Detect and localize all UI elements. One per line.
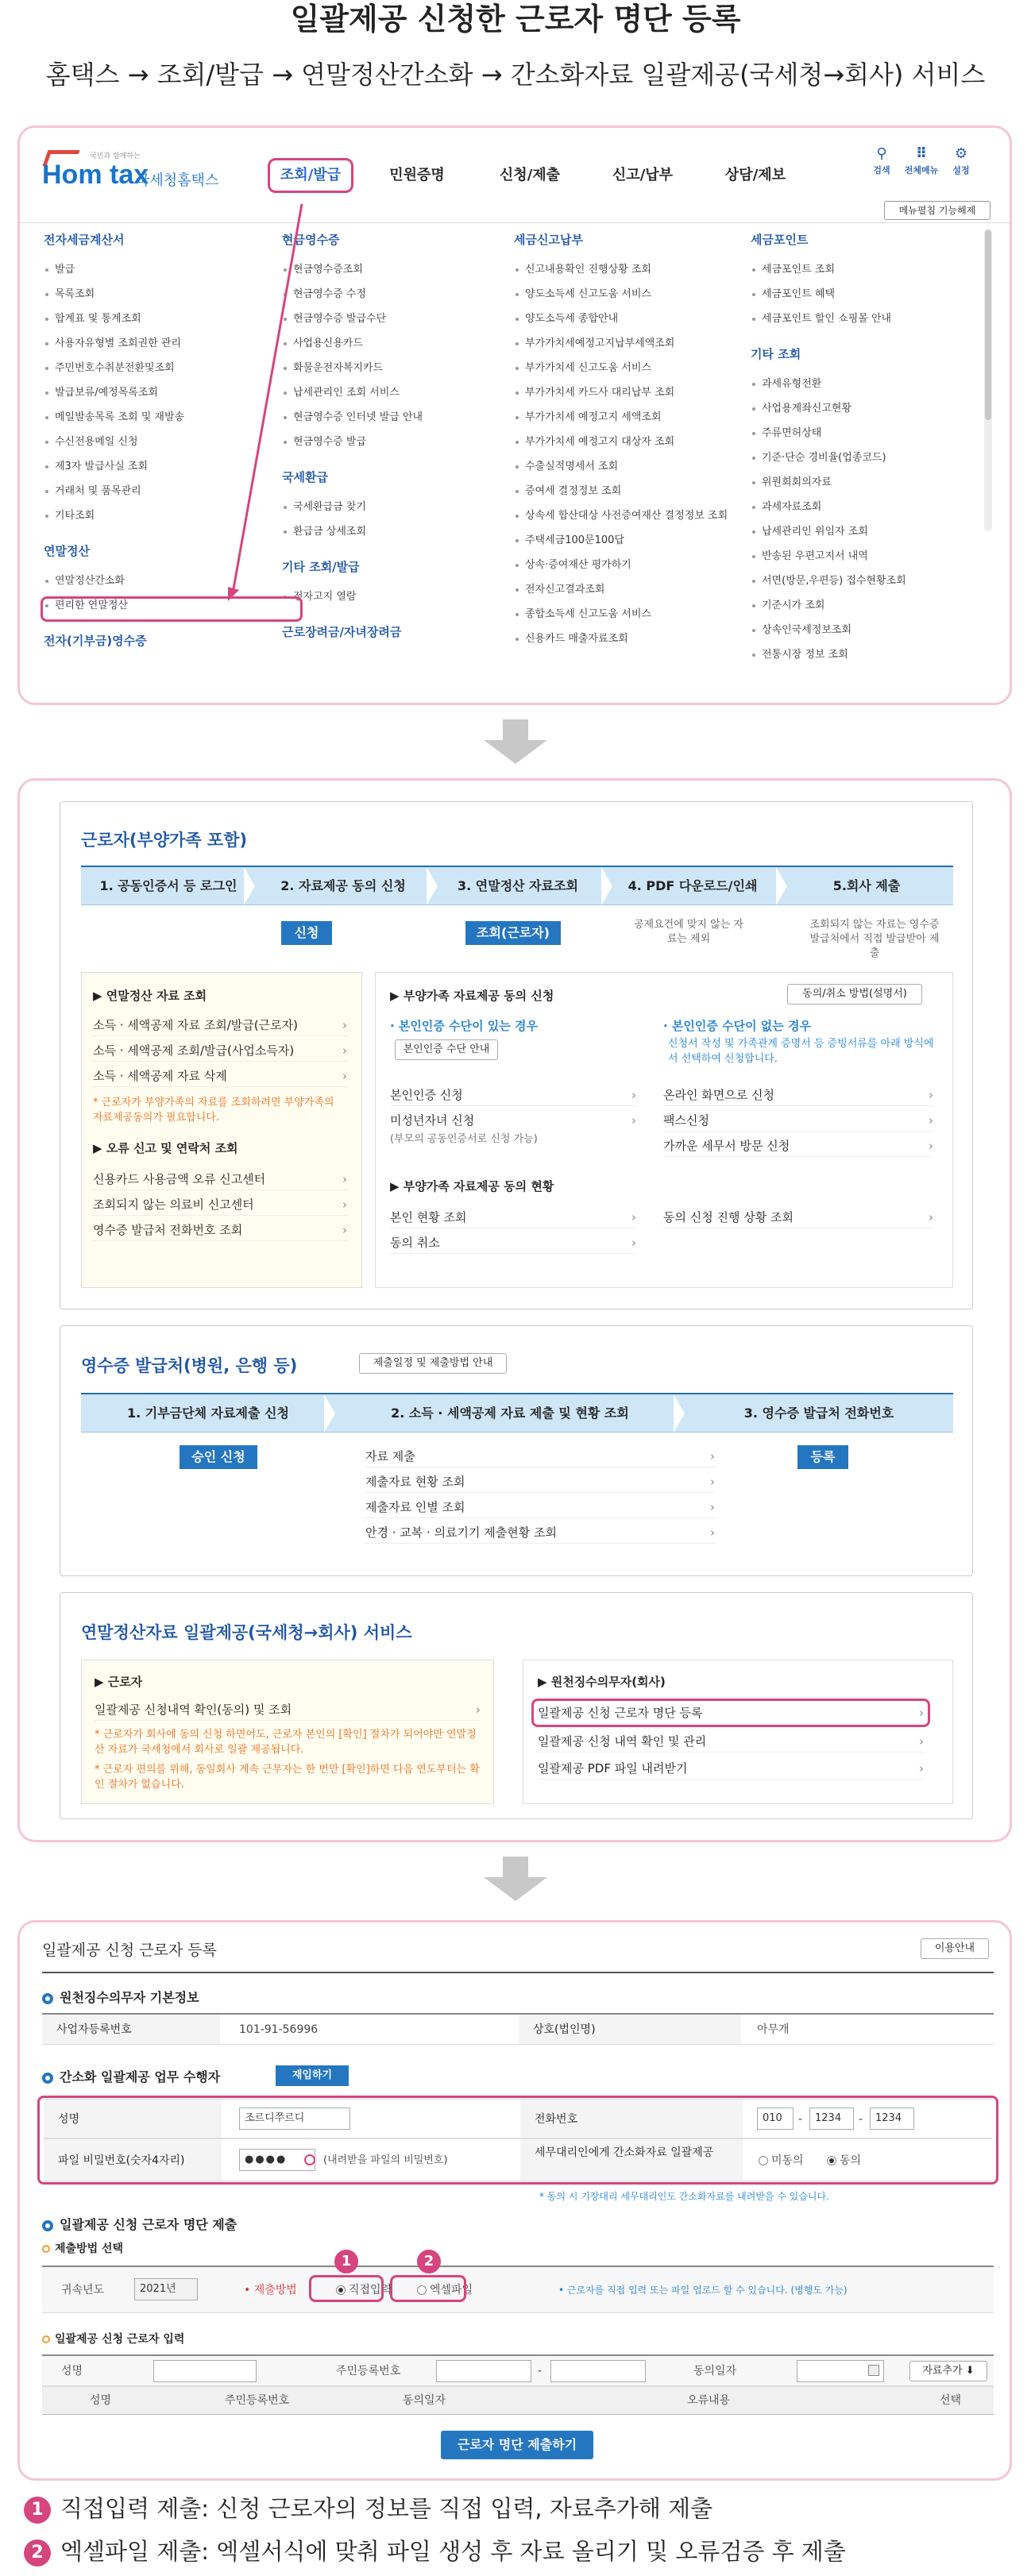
menu-item[interactable]: 편리한 연말정산 bbox=[44, 593, 266, 618]
bulk-provision-title: 연말정산자료 일괄제공(국세청→회사) 서비스 bbox=[81, 1623, 412, 1642]
link-glasses-uniform-status[interactable] bbox=[365, 1521, 715, 1544]
worker-title: 근로자(부양가족 포함) bbox=[81, 831, 248, 850]
dependent-consent-heading: ▶ 부양가족 자료제공 동의 신청 bbox=[390, 989, 554, 1003]
hometax-menu-panel bbox=[17, 125, 1012, 705]
menu-item[interactable]: 부가가치세 카드사 대리납부 조회 bbox=[514, 380, 752, 405]
menu-item[interactable]: 과세자료조회 bbox=[751, 495, 973, 519]
yearend-data-inner bbox=[81, 972, 362, 1288]
phone-input-1[interactable] bbox=[757, 2107, 794, 2130]
worker-box bbox=[60, 801, 973, 1309]
input-date-label: 동의일자 bbox=[693, 2365, 737, 2377]
list-submit-heading-text: 일괄제공 신청 근로자 명단 제출 bbox=[60, 2217, 237, 2232]
menu-item[interactable]: 사업용신용카드 bbox=[282, 331, 504, 356]
yearend-data-heading: ▶ 연말정산 자료 조회 bbox=[93, 989, 207, 1003]
link-self-auth-apply[interactable] bbox=[390, 1084, 636, 1106]
tax-agent-note: * 동의 시 기장대리 세무대리인도 간소화자료를 내려받을 수 있습니다. bbox=[539, 2191, 829, 2202]
method-label: • 제출방법 bbox=[244, 2284, 297, 2296]
link-text: 일괄제공 신청내역 확인(동의) 및 조회 bbox=[95, 1703, 292, 1717]
chevron-right-icon: › bbox=[710, 1475, 715, 1489]
view-worker-button[interactable]: 조회(근로자) bbox=[465, 921, 561, 945]
biz-number-label: 사업자등록번호 bbox=[42, 2015, 220, 2044]
menu-item[interactable]: 부가가치세 예정고지 세액조회 bbox=[514, 405, 752, 430]
menu-item[interactable]: 발급 bbox=[44, 257, 266, 282]
receipt-steps bbox=[81, 1393, 953, 1433]
reset-agent-button[interactable]: 재입하기 bbox=[276, 2065, 349, 2086]
worker-step-2: 2. 자료제공 동의 신청 bbox=[280, 878, 406, 893]
menu-item[interactable]: 기준시가 조회 bbox=[751, 593, 973, 618]
menu-item[interactable]: 부가가치세 신고도움 서비스 bbox=[514, 356, 752, 380]
logo-tagline: 국민과 함께하는 bbox=[90, 152, 141, 160]
sub-bullet-icon bbox=[42, 2245, 50, 2253]
agent-heading bbox=[42, 2067, 220, 2085]
menu-item[interactable]: 양도소득세 신고도움 서비스 bbox=[514, 282, 752, 307]
search-icon: ⚲ bbox=[876, 145, 887, 162]
menu-item[interactable]: 주택세금100문100답 bbox=[514, 528, 752, 553]
menu-item[interactable]: 상속세 합산대상 사전증여재산 결정정보 조회 bbox=[514, 503, 752, 528]
menu-item[interactable]: 주류면허상태 bbox=[751, 421, 973, 445]
menu-expand-toggle-button[interactable]: 메뉴펼침 기능해제 bbox=[884, 201, 990, 220]
link-text: 본인인증 신청 bbox=[390, 1088, 463, 1102]
menu-item[interactable]: 기타조회 bbox=[44, 503, 266, 528]
link-text: 소득 · 세액공제 자료 삭제 bbox=[93, 1069, 227, 1083]
step4-note: 공제요건에 맞지 않는 자료는 제외 bbox=[634, 919, 743, 945]
col-date: 동의일자 bbox=[403, 2394, 446, 2407]
menu-item[interactable]: 기준·단순 경비율(업종코드) bbox=[751, 445, 973, 470]
bulk-company-inner bbox=[523, 1660, 953, 1804]
worker-register-form-panel bbox=[17, 1920, 1012, 2481]
basic-info-row bbox=[42, 2013, 994, 2045]
link-text: 일괄제공 신청 근로자 명단 등록 bbox=[538, 1706, 703, 1720]
tax-agent-agree-label: 동의 bbox=[840, 2154, 862, 2167]
menu-item[interactable]: 세금포인트 혜택 bbox=[751, 282, 973, 307]
menu-item[interactable]: 위원회회의자료 bbox=[751, 470, 973, 495]
search-tool-label: 검색 bbox=[873, 165, 890, 175]
list-submit-heading bbox=[42, 2215, 237, 2233]
menu-item[interactable]: 전자신고결과조회 bbox=[514, 577, 752, 602]
link-text: 동의 취소 bbox=[390, 1236, 440, 1250]
submit-worker-list-button[interactable]: 근로자 명단 제출하기 bbox=[441, 2431, 593, 2459]
chevron-right-icon: › bbox=[919, 1734, 924, 1749]
agent-heading-text: 간소화 일괄제공 업무 수행자 bbox=[60, 2069, 221, 2084]
input-rrn-label: 주민등록번호 bbox=[336, 2365, 401, 2377]
menu-item[interactable]: 수출실적명세서 조회 bbox=[514, 454, 752, 479]
link-text: 제출자료 현황 조회 bbox=[365, 1475, 465, 1489]
menu-item[interactable]: 목록조회 bbox=[44, 282, 266, 307]
menu-item[interactable]: 메일발송목록 조회 및 재발송 bbox=[44, 405, 266, 430]
bulk-worker-heading: ▶ 근로자 bbox=[95, 1675, 143, 1689]
menu-item[interactable]: 상속·증여재산 평가하기 bbox=[514, 553, 752, 577]
link-text: 일괄제공 PDF 파일 내려받기 bbox=[538, 1761, 688, 1776]
legend-text-1: 직접입력 제출: 신청 근로자의 정보를 직접 입력, 자료추가해 제출 bbox=[60, 2495, 713, 2522]
chevron-right-icon: › bbox=[342, 1197, 347, 1212]
radio-icon bbox=[759, 2156, 768, 2165]
method-direct-label: 직접입력 bbox=[349, 2284, 392, 2296]
menu-item[interactable]: 부가가치세예정고지납부세액조회 bbox=[514, 331, 752, 356]
legend-item-2 bbox=[24, 2535, 846, 2568]
link-text: 팩스신청 bbox=[663, 1113, 709, 1128]
schedule-guide-button[interactable]: 제출일정 및 제출방법 안내 bbox=[359, 1353, 507, 1374]
file-password-label: 파일 비밀번호(숫자4자리) bbox=[44, 2139, 222, 2181]
menu-item[interactable]: 납세관리인 위임자 조회 bbox=[751, 519, 973, 544]
menu-section-heading[interactable]: 연말정산 bbox=[44, 544, 90, 558]
year-value: 2021년 bbox=[140, 2283, 176, 2295]
biz-number-value: 101-91-56996 bbox=[239, 2023, 319, 2036]
agent-name-value: 조르디쭈르디 bbox=[245, 2112, 305, 2124]
chevron-right-icon: › bbox=[342, 1069, 347, 1083]
add-data-button[interactable]: 자료추가 ⬇ bbox=[909, 2361, 987, 2381]
link-text: 미성년자녀 신청 bbox=[390, 1113, 475, 1128]
legend-number-1: 1 bbox=[24, 2497, 51, 2524]
chevron-right-icon: › bbox=[929, 1210, 933, 1224]
link-submitted-by-person[interactable] bbox=[365, 1496, 715, 1518]
worker-steps bbox=[81, 866, 953, 905]
link-fax-apply[interactable] bbox=[663, 1109, 933, 1132]
down-arrow-1 bbox=[484, 719, 547, 767]
radio-checked-icon bbox=[827, 2156, 836, 2165]
dependent-consent-note: * 근로자가 부양가족의 자료를 조회하려면 부양가족의 자료제공동의가 필요합니다. bbox=[93, 1097, 334, 1124]
bullet-icon bbox=[42, 2073, 53, 2084]
year-input[interactable] bbox=[134, 2278, 198, 2300]
dependent-consent-inner bbox=[375, 972, 953, 1288]
page-title: 일괄제공 신청한 근로자 명단 등록 bbox=[290, 2, 741, 37]
method-note: • 근로자를 직접 입력 또는 파일 업로드 할 수 있습니다. (병행도 가능) bbox=[558, 2285, 848, 2296]
link-deduction-business[interactable] bbox=[93, 1039, 347, 1062]
link-text: 소득 · 세액공제 조회/발급(사업소득자) bbox=[93, 1043, 295, 1058]
basic-info-heading-text: 원천징수의무자 기본정보 bbox=[60, 1990, 199, 2005]
method-select-heading bbox=[42, 2240, 123, 2256]
usage-guide-button[interactable]: 이용안내 bbox=[921, 1938, 989, 1959]
menu-section-heading[interactable]: 국세환급 bbox=[282, 470, 328, 484]
bullet-icon bbox=[42, 2220, 53, 2231]
chevron-right-icon: › bbox=[342, 1018, 347, 1032]
worker-step-1: 1. 공동인증서 등 로그인 bbox=[99, 878, 237, 893]
menu-item[interactable]: 사용자유형별 조회권한 관리 bbox=[44, 331, 266, 356]
menu-item[interactable]: 현금영수증 인터넷 발급 안내 bbox=[282, 405, 504, 430]
register-button[interactable]: 등록 bbox=[797, 1445, 848, 1469]
sub-bullet-icon bbox=[42, 2335, 50, 2343]
menu-section-heading[interactable]: 기타 조회/발급 bbox=[282, 560, 360, 574]
approve-apply-button[interactable]: 승인 신청 bbox=[180, 1445, 257, 1469]
password-ok-icon bbox=[304, 2154, 315, 2165]
agent-name-label: 성명 bbox=[44, 2100, 222, 2138]
link-text: 본인 현황 조회 bbox=[390, 1210, 467, 1224]
menu-section-heading[interactable]: 전자(기부금)영수증 bbox=[44, 634, 147, 648]
link-text: 동의 신청 진행 상황 조회 bbox=[663, 1210, 794, 1224]
form-title: 일괄제공 신청 근로자 등록 bbox=[42, 1942, 218, 1959]
nav-report-pay[interactable]: 신고/납부 bbox=[612, 167, 674, 183]
menu-section-heading[interactable]: 현금영수증 bbox=[282, 233, 340, 247]
menu-item[interactable]: 거래처 및 품목관리 bbox=[44, 479, 266, 503]
menu-item[interactable]: 수신전용메일 신청 bbox=[44, 430, 266, 454]
menu-item[interactable]: 신용카드 매출자료조회 bbox=[514, 627, 752, 651]
link-data-submit[interactable] bbox=[365, 1445, 715, 1467]
input-rrn-first[interactable] bbox=[436, 2360, 531, 2382]
menu-item[interactable]: 상속인국세정보조회 bbox=[751, 618, 973, 642]
logo-text: Hom tax bbox=[42, 160, 149, 190]
chevron-right-icon: › bbox=[929, 1088, 933, 1102]
menu-item[interactable]: 양도소득세 종합안내 bbox=[514, 307, 752, 331]
link-text: 안경 · 교복 · 의료기기 제출현황 조회 bbox=[365, 1525, 558, 1540]
bulk-worker-inner bbox=[81, 1660, 494, 1804]
down-arrow-2 bbox=[484, 1857, 547, 1904]
phone-dash: - bbox=[798, 2113, 803, 2126]
tax-agent-disagree-label: 미동의 bbox=[771, 2154, 804, 2167]
link-medical-report[interactable] bbox=[93, 1194, 347, 1216]
nav-civil-certificate[interactable]: 민원증명 bbox=[389, 167, 445, 183]
link-visit-apply[interactable] bbox=[663, 1135, 933, 1157]
link-card-error[interactable] bbox=[93, 1168, 347, 1190]
no-auth-text: · 본인인증 수단이 없는 경우 bbox=[663, 1019, 811, 1033]
link-consent-progress[interactable] bbox=[663, 1206, 933, 1228]
worker-input-row bbox=[42, 2354, 994, 2386]
have-auth-heading bbox=[390, 1017, 538, 1034]
all-menu-tool-label: 전체메뉴 bbox=[904, 165, 939, 175]
tax-agent-label: 세무대리인에게 간소화자료 일괄제공 bbox=[520, 2139, 743, 2181]
menu-item[interactable]: 부가가치세 예정고지 대상자 조회 bbox=[514, 430, 752, 454]
agent-row-1 bbox=[44, 2099, 992, 2138]
link-self-status[interactable] bbox=[390, 1206, 636, 1228]
chevron-right-icon: › bbox=[342, 1223, 347, 1237]
menu-section-heading[interactable]: 세금신고납부 bbox=[514, 233, 583, 247]
menu-item[interactable]: 발급보류/예정목록조회 bbox=[44, 380, 266, 405]
menu-item[interactable]: 세금포인트 할인 쇼핑몰 안내 bbox=[751, 307, 973, 331]
minor-apply-note: (부모의 공동인증서로 신청 가능) bbox=[390, 1133, 538, 1145]
bulk-provision-box bbox=[60, 1592, 973, 1819]
menu-item[interactable]: 납세관리인 조회 서비스 bbox=[282, 380, 504, 405]
link-text: 제출자료 인별 조회 bbox=[365, 1500, 465, 1514]
link-deduction-delete[interactable] bbox=[93, 1065, 347, 1087]
agent-name-input[interactable] bbox=[239, 2107, 350, 2130]
phone-value-1: 010 bbox=[763, 2112, 782, 2124]
navigation-path: 홈택스 → 조회/발급 → 연말정산간소화 → 간소화자료 일괄제공(국세청→회사) 서비스 bbox=[45, 60, 986, 90]
menu-item[interactable]: 화물운전자복지카드 bbox=[282, 356, 504, 380]
settings-tool-label: 설정 bbox=[952, 165, 970, 175]
nav-consult-report[interactable]: 상담/제보 bbox=[724, 167, 786, 183]
no-auth-description: 신청서 작성 및 가족관계 증명서 등 증빙서류를 아래 방식에서 선택하여 신청합니다. bbox=[668, 1038, 934, 1065]
rrn-dash: - bbox=[538, 2365, 543, 2377]
step5-note: 조회되지 않는 자료는 영수증 발급처에서 직접 발급받아 제출 bbox=[809, 919, 940, 959]
highlight-register-worker-list bbox=[531, 1699, 930, 1727]
link-text: 조회되지 않는 의료비 신고센터 bbox=[93, 1197, 254, 1212]
chevron-right-icon: › bbox=[710, 1525, 715, 1540]
receipt-step-3: 3. 영수증 발급처 전화번호 bbox=[743, 1406, 894, 1421]
menu-item[interactable]: 제3자 발급사실 조회 bbox=[44, 454, 266, 479]
link-minor-apply[interactable] bbox=[390, 1109, 636, 1132]
menu-item[interactable]: 과세유형전환 bbox=[751, 372, 973, 396]
file-password-value: ●●●● bbox=[245, 2154, 288, 2165]
link-bulk-consent[interactable] bbox=[95, 1699, 481, 1721]
menu-item[interactable]: 현금영수증조회 bbox=[282, 257, 504, 282]
method-select-heading-text: 제출방법 선택 bbox=[55, 2242, 124, 2255]
file-password-note: (내려받을 파일의 비밀번호) bbox=[323, 2154, 448, 2166]
link-bulk-pdf-download[interactable] bbox=[538, 1757, 924, 1780]
yearend-service-panel bbox=[17, 778, 1012, 1842]
menu-item[interactable]: 합계표 및 통계조회 bbox=[44, 307, 266, 331]
col-error: 오류내용 bbox=[687, 2394, 731, 2407]
bulk-note-2: * 근로자 편의를 위해, 동일회사 계속 근무자는 한 번만 [확인]하면 다음 연도부터는 확인 절차가 없습니다. bbox=[95, 1764, 480, 1791]
tax-agent-disagree[interactable] bbox=[759, 2146, 804, 2176]
link-online-apply[interactable] bbox=[663, 1084, 933, 1106]
link-text: 가까운 세무서 방문 신청 bbox=[663, 1139, 790, 1153]
no-auth-heading bbox=[663, 1017, 811, 1034]
menu-item[interactable]: 반송된 우편고지서 내역 bbox=[751, 544, 973, 569]
chevron-right-icon: › bbox=[342, 1043, 347, 1058]
nav-apply-submit[interactable]: 신청/제출 bbox=[499, 167, 561, 183]
menu-item[interactable]: 전통시장 정보 조회 bbox=[751, 642, 973, 667]
chevron-right-icon: › bbox=[919, 1761, 924, 1776]
logo-korean: 국세청홈택스 bbox=[136, 172, 219, 189]
col-name: 성명 bbox=[90, 2394, 112, 2407]
col-rrn: 주민등록번호 bbox=[225, 2394, 290, 2407]
menu-section-heading[interactable]: 기타 조회 bbox=[751, 347, 801, 361]
chevron-right-icon: › bbox=[710, 1449, 715, 1463]
link-text: 영수증 발급처 전화번호 조회 bbox=[93, 1223, 243, 1237]
input-name-field[interactable] bbox=[153, 2360, 257, 2382]
phone-value-2: 1234 bbox=[815, 2112, 842, 2124]
link-text: 온라인 화면으로 신청 bbox=[663, 1088, 774, 1102]
link-text: 자료 제출 bbox=[365, 1449, 415, 1463]
consent-method-button[interactable]: 동의/취소 방법(설명서) bbox=[787, 984, 922, 1005]
input-rrn-second[interactable] bbox=[550, 2360, 646, 2382]
worker-step-3: 3. 연말정산 자료조회 bbox=[458, 878, 578, 893]
col-select: 선택 bbox=[940, 2394, 962, 2407]
menu-item[interactable]: 서면(방문,우편등) 접수현황조회 bbox=[751, 569, 973, 593]
menu-item[interactable]: 세금포인트 조회 bbox=[751, 257, 973, 282]
gear-icon: ⚙ bbox=[954, 145, 968, 162]
chevron-right-icon: › bbox=[929, 1113, 933, 1128]
auth-guide-button[interactable]: 본인인증 수단 안내 bbox=[395, 1039, 498, 1060]
link-bulk-manage[interactable] bbox=[538, 1730, 924, 1753]
menu-item[interactable]: 신고내용확인 진행상황 조회 bbox=[514, 257, 752, 282]
pointer-arrow bbox=[20, 128, 1012, 705]
bullet-icon bbox=[42, 1993, 53, 2004]
menu-item[interactable]: 환급금 상세조회 bbox=[282, 519, 504, 544]
tax-agent-agree[interactable] bbox=[827, 2146, 861, 2176]
menu-section-heading[interactable]: 세금포인트 bbox=[751, 233, 809, 247]
menu-item[interactable]: 증여세 결정정보 조회 bbox=[514, 479, 752, 503]
company-name-label: 상호(법인명) bbox=[519, 2015, 741, 2044]
marker-2: 2 bbox=[417, 2250, 441, 2273]
link-submitted-status[interactable] bbox=[365, 1471, 715, 1493]
link-issuer-phone[interactable] bbox=[93, 1219, 347, 1241]
link-text: 일괄제공 신청 내역 확인 및 관리 bbox=[538, 1734, 707, 1749]
menu-section-heading[interactable]: 전자세금계산서 bbox=[44, 233, 125, 247]
chevron-right-icon: › bbox=[476, 1703, 481, 1717]
menu-item[interactable]: 연말정산간소화 bbox=[44, 569, 266, 593]
marker-1: 1 bbox=[334, 2250, 358, 2273]
receipt-issuer-box bbox=[60, 1325, 973, 1576]
menu-item[interactable]: 사업용계좌신고현황 bbox=[751, 396, 973, 421]
phone-dash: - bbox=[859, 2113, 863, 2126]
worker-list-header bbox=[42, 2386, 994, 2415]
chevron-right-icon: › bbox=[631, 1210, 636, 1224]
calendar-icon[interactable] bbox=[868, 2365, 879, 2376]
phone-input-3[interactable] bbox=[870, 2107, 914, 2130]
menu-item[interactable]: 현금영수증 발급수단 bbox=[282, 307, 504, 331]
chevron-right-icon: › bbox=[631, 1088, 636, 1102]
nav-lookup-issue[interactable]: 조회/발급 bbox=[268, 158, 353, 193]
grid-icon: ⠿ bbox=[915, 145, 928, 162]
chevron-right-icon: › bbox=[929, 1139, 933, 1153]
worker-input-heading-text: 일괄제공 신청 근로자 입력 bbox=[55, 2333, 185, 2346]
bulk-note-1: * 근로자가 회사에 동의 신청 하면어도, 근로자 본인의 [확인] 절차가 되어야만 연말정산 자료가 국세청에서 회사로 일괄 제공됩니다. bbox=[95, 1729, 477, 1756]
chevron-right-icon: › bbox=[631, 1236, 636, 1250]
input-name-label: 성명 bbox=[61, 2365, 83, 2377]
receipt-issuer-title: 영수증 발급처(병원, 은행 등) bbox=[81, 1356, 298, 1375]
method-excel-label: 엑셀파일 bbox=[430, 2284, 473, 2296]
chevron-right-icon: › bbox=[631, 1113, 636, 1128]
apply-button[interactable]: 신청 bbox=[281, 921, 332, 945]
receipt-step-2: 2. 소득 · 세액공제 자료 제출 및 현황 조회 bbox=[391, 1406, 629, 1421]
menu-item[interactable]: 주민번호수취분전환및조회 bbox=[44, 356, 266, 380]
menu-item[interactable]: 전자고지 열람 bbox=[282, 584, 504, 609]
menu-section-heading[interactable]: 근로장려금/자녀장려금 bbox=[282, 625, 402, 639]
receipt-step-1: 1. 기부금단체 자료제출 신청 bbox=[127, 1406, 289, 1421]
link-text: 소득 · 세액공제 자료 조회/발급(근로자) bbox=[93, 1018, 298, 1032]
worker-step-5: 5.회사 제출 bbox=[832, 878, 901, 893]
highlight-direct-input bbox=[309, 2275, 384, 2302]
highlight-excel-file bbox=[390, 2275, 466, 2302]
phone-label: 전화번호 bbox=[520, 2100, 743, 2138]
legend-text-2: 엑셀파일 제출: 엑셀서식에 맞춰 파일 생성 후 자료 올리기 및 오류검증 후 제출 bbox=[60, 2538, 846, 2565]
link-deduction-worker[interactable] bbox=[93, 1014, 347, 1036]
legend-number-2: 2 bbox=[24, 2539, 51, 2566]
chevron-right-icon: › bbox=[710, 1500, 715, 1514]
menu-item[interactable]: 현금영수증 수정 bbox=[282, 282, 504, 307]
link-text: 신용카드 사용금액 오류 신고센터 bbox=[93, 1172, 266, 1186]
company-name-value: 아무개 bbox=[757, 2023, 790, 2036]
year-label: 귀속년도 bbox=[61, 2284, 105, 2296]
title-divider bbox=[42, 1972, 994, 1973]
menu-item[interactable]: 종합소득세 신고도움 서비스 bbox=[514, 602, 752, 627]
worker-input-heading bbox=[42, 2331, 184, 2347]
bulk-company-heading: ▶ 원천징수의무자(회사) bbox=[538, 1675, 666, 1689]
agent-row-2 bbox=[44, 2138, 992, 2181]
menu-item[interactable]: 국세환급금 찾기 bbox=[282, 495, 504, 519]
phone-input-2[interactable] bbox=[809, 2107, 854, 2130]
consent-status-heading: ▶ 부양가족 자료제공 동의 현황 bbox=[390, 1179, 554, 1194]
phone-value-3: 1234 bbox=[875, 2112, 902, 2124]
worker-step-4: 4. PDF 다운로드/인쇄 bbox=[627, 878, 758, 893]
method-row bbox=[42, 2266, 994, 2313]
legend-item-1 bbox=[24, 2492, 712, 2525]
chevron-right-icon: › bbox=[919, 1706, 924, 1720]
link-consent-cancel[interactable] bbox=[390, 1232, 636, 1254]
error-report-heading: ▶ 오류 신고 및 연락처 조회 bbox=[93, 1141, 238, 1155]
basic-info-heading bbox=[42, 1988, 199, 2006]
menu-item[interactable]: 현금영수증 발급 bbox=[282, 430, 504, 454]
have-auth-text: · 본인인증 수단이 있는 경우 bbox=[390, 1019, 538, 1033]
chevron-right-icon: › bbox=[342, 1172, 347, 1186]
